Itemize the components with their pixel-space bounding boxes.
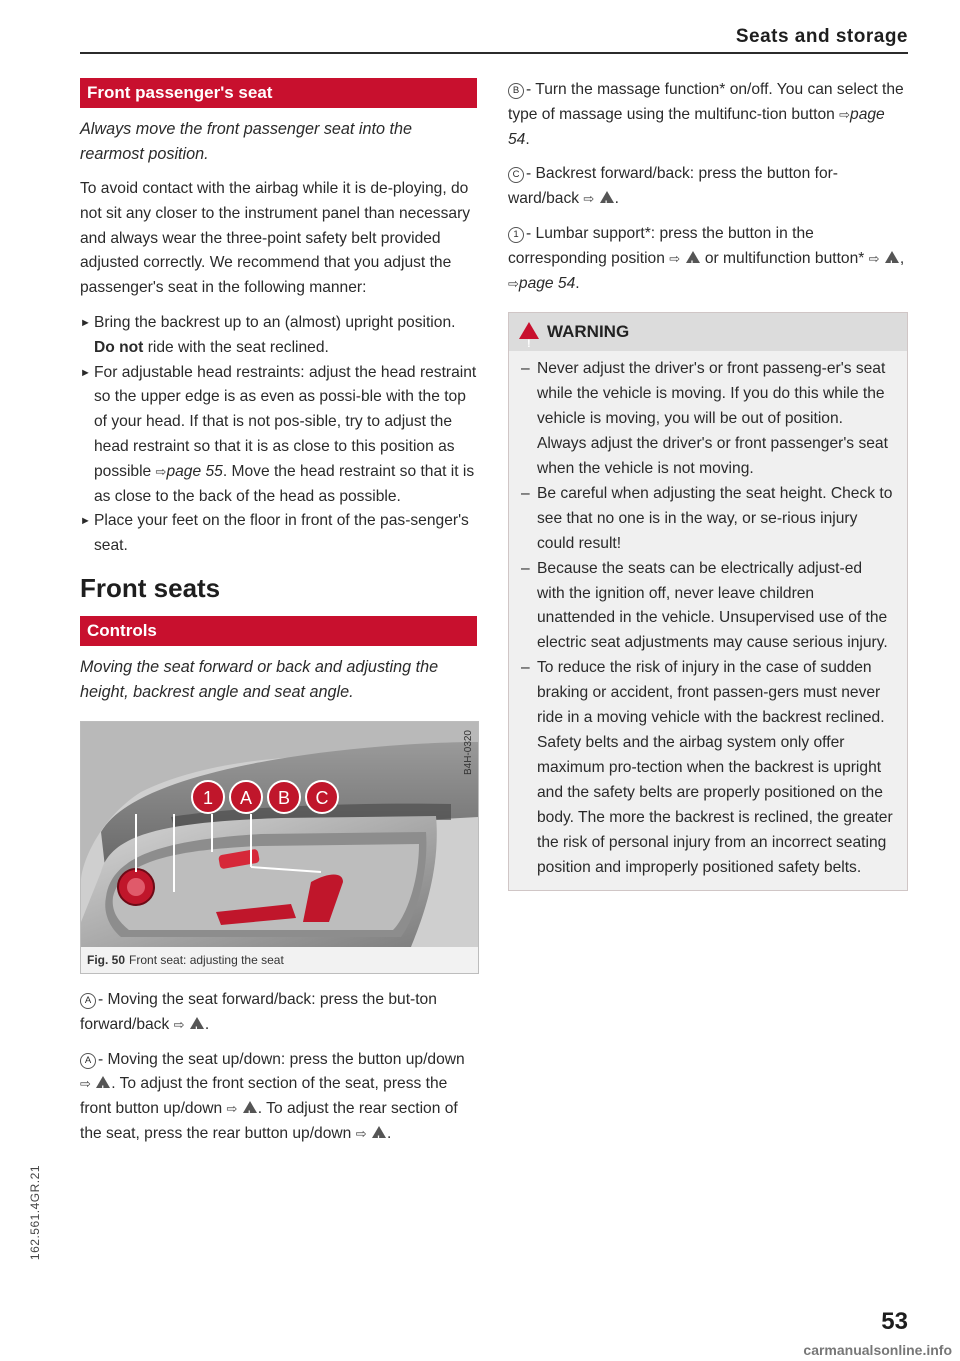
passenger-seat-intro: Always move the front passenger seat into the rearmost position.	[80, 120, 413, 163]
xref-arrow-icon: ⇨	[508, 275, 519, 291]
xref-arrow-icon: ⇨	[839, 106, 851, 122]
page-link[interactable]: page 54	[518, 274, 576, 292]
figure-number: Fig. 50	[87, 952, 126, 967]
passenger-seat-paragraph: To avoid contact with the airbag while it is de-ploying, do not sit any closer to the instrument panel than necessary and always wear the three-point safety belt provided adjusted correctly. We recommend that you adjust the passenger's seat in the following manner:	[80, 180, 471, 297]
right-column	[508, 78, 908, 891]
xref-arrow-icon: ⇨	[583, 191, 595, 207]
warning-list	[521, 357, 893, 880]
heading-front-seats: Front seats	[80, 572, 221, 603]
warning-triangle-icon	[190, 1017, 204, 1029]
warning-icon	[519, 322, 539, 339]
page-link[interactable]: page 54	[508, 105, 885, 148]
xref-arrow-icon: ⇨	[226, 1101, 238, 1117]
warning-triangle-icon	[372, 1126, 386, 1138]
bullet-marker: ►	[80, 316, 91, 329]
bullet-marker: ►	[80, 515, 91, 528]
warning-item: – To reduce the risk of injury in the case of sudden braking or accident, front passen-gers must never ride in a moving vehicle with the backrest reclined. Safety belts and the airbag system only offer maximum pro-tection when the backrest is upright and the safety belts are properly positioned on the body. The more the backrest is reclined, the greater the risk of personal injury from an incorrect seating position and improperly positioned safety belts.	[521, 659, 893, 876]
marker-c-icon: C	[508, 167, 524, 183]
warning-title: WARNING	[547, 322, 630, 342]
left-column	[80, 78, 477, 1157]
marker-b-icon: B	[508, 83, 524, 99]
callout-label-b: B	[277, 787, 291, 808]
xref-arrow-icon: ⇨	[868, 250, 880, 266]
bullet-marker: ►	[80, 366, 91, 379]
callout-label-c: C	[315, 787, 329, 808]
warning-triangle-icon	[243, 1101, 257, 1113]
item-b-massage: B - Turn the massage function* on/off. You can select the type of massage using the multifunc-tion button ⇨page 54.	[508, 81, 904, 148]
xref-arrow-icon: ⇨	[355, 1125, 367, 1141]
step-item: ► Bring the backrest up to an (almost) upright position. Do not ride with the seat reclined.	[80, 311, 477, 361]
item-a-forward-back: A - Moving the seat forward/back: press the but-ton forward/back ⇨ ! .	[80, 988, 477, 1038]
watermark: carmanualsonline.info	[803, 1342, 952, 1358]
seat-controls-illustration	[81, 722, 478, 947]
warning-body	[509, 351, 907, 890]
warning-triangle-icon	[600, 191, 614, 203]
item-c-backrest: C - Backrest forward/back: press the button for-ward/back ⇨ ! .	[508, 162, 908, 212]
warning-item: – Be careful when adjusting the seat height. Check to see that no one is in the way, or se-rious injury could result!	[521, 484, 893, 552]
xref-arrow-icon: ⇨	[155, 463, 167, 479]
figure-code: B4H-0320	[463, 729, 474, 775]
warning-triangle-icon	[96, 1076, 110, 1088]
passenger-seat-steps	[80, 311, 477, 559]
page-number: 53	[881, 1308, 908, 1335]
item-a-up-down: A - Moving the seat up/down: press the button up/down ⇨ ! . To adjust the front section of the seat, press the front button up/down ⇨ ! . To adjust the rear section of the seat, press the rear button up/down ⇨ ! .	[80, 1048, 477, 1147]
callout-label-1: 1	[202, 787, 214, 808]
section-title-passenger-seat: Front passenger's seat	[80, 78, 477, 108]
page-link[interactable]: page 55	[166, 462, 223, 480]
xref-arrow-icon: ⇨	[80, 1076, 91, 1092]
callout-label-a: A	[239, 787, 253, 808]
seat-illustration	[81, 722, 478, 947]
warning-item: – Because the seats can be electrically adjust-ed with the ignition off, never leave children unattended in the vehicle. Unsupervised use of the electric seat adjustments may cause serious injury.	[521, 559, 888, 652]
controls-intro: Moving the seat forward or back and adjusting the height, backrest angle and seat angle.	[80, 657, 439, 701]
xref-arrow-icon: ⇨	[669, 250, 681, 266]
marker-a-icon: A	[80, 993, 96, 1009]
figure-caption: Fig. 50 Front seat: adjusting the seat	[81, 947, 478, 973]
warning-box	[508, 312, 908, 891]
item-1-lumbar: 1 - Lumbar support*: press the button in the corresponding position ⇨ ! or multifunction button* ⇨ ! , ⇨page 54.	[508, 222, 908, 296]
header-rule	[80, 52, 908, 54]
warning-item: – Never adjust the driver's or front passeng-er's seat while the vehicle is moving. If you do this while the vehicle is moving, you will be out of position. Always adjust the driver's or front passenger's seat when the vehicle is not moving.	[521, 360, 888, 477]
warning-triangle-icon	[885, 251, 899, 263]
running-header: Seats and storage	[735, 26, 908, 47]
warning-triangle-icon	[686, 251, 700, 263]
warning-header	[509, 313, 907, 351]
step-item: ► Place your feet on the floor in front of the pas-senger's seat.	[80, 509, 477, 559]
document-code: 162.561.4GR.21	[28, 1165, 42, 1261]
step-item: ► For adjustable head restraints: adjust the head restraint so the upper edge is as even as possi-ble with the top of your head. If that is not pos-sible, try to adjust the head restraint so that it is as close to this position as possible ⇨page 55. Move the head restraint so that it is as close to the back of the head as possible.	[80, 361, 477, 510]
marker-a-icon: A	[80, 1053, 96, 1069]
xref-arrow-icon: ⇨	[173, 1016, 185, 1032]
marker-1-icon: 1	[508, 227, 524, 243]
section-title-controls: Controls	[80, 616, 477, 646]
figure-seat-controls	[80, 721, 479, 974]
